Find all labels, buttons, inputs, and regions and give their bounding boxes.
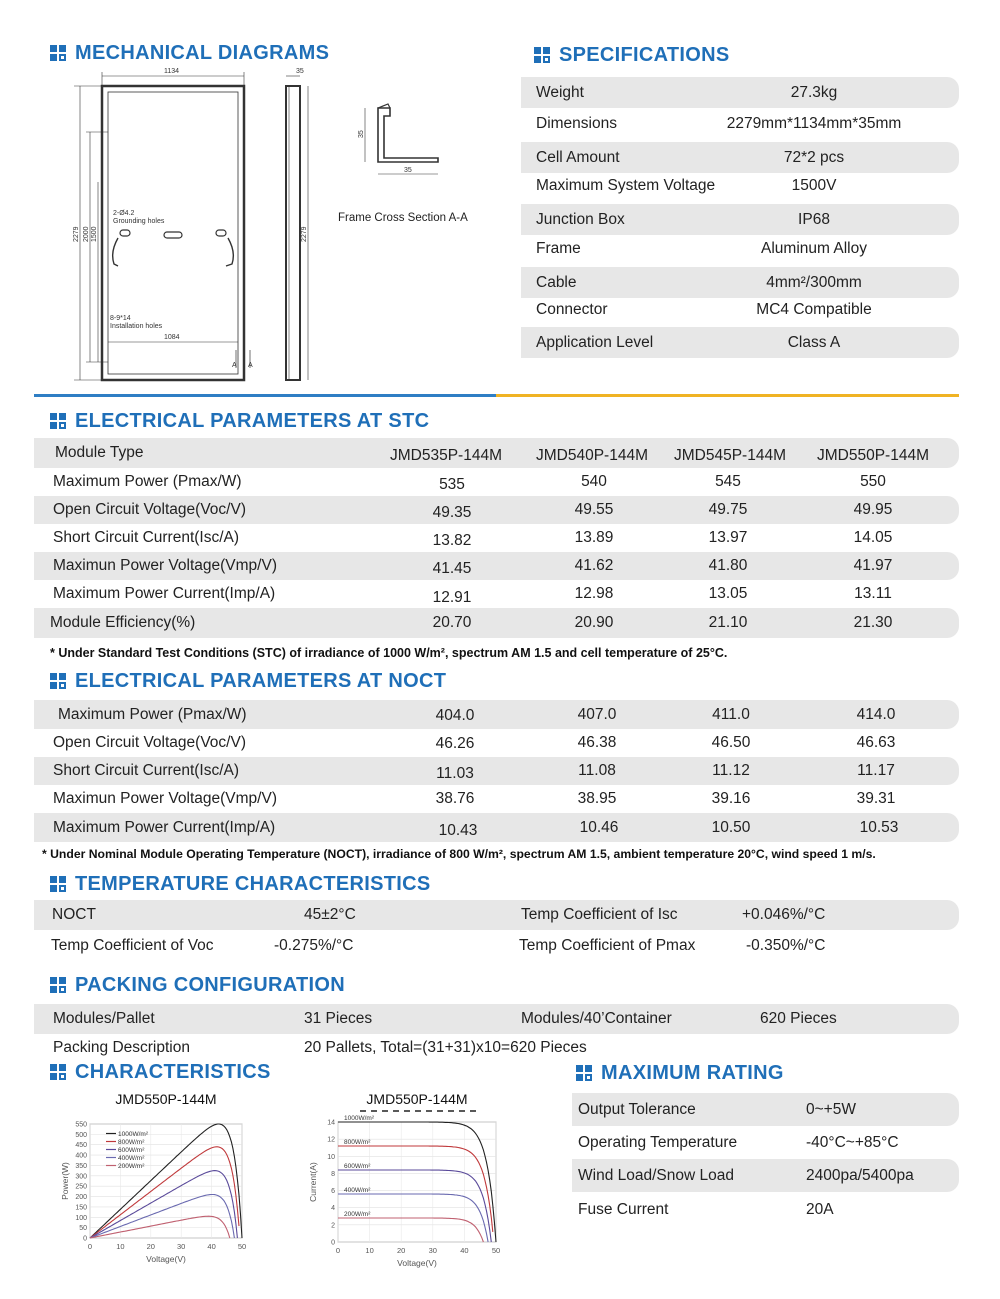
x-tick-label: 50: [491, 1246, 501, 1255]
divider-blue: [34, 394, 496, 397]
dim-width: 1134: [164, 68, 180, 75]
current-voltage-chart: [290, 1086, 510, 1276]
power-voltage-chart: [40, 1086, 260, 1276]
stc-row: Open Circuit Voltage(Voc/V) 49.35 49.55 49.75 49.95: [34, 496, 959, 524]
chart-title: JMD550P-144M: [366, 1091, 468, 1107]
y-tick-label: 450: [75, 1142, 87, 1150]
y-tick-label: 350: [75, 1162, 87, 1170]
y-tick-label: 2: [331, 1222, 335, 1230]
stc-row: Module Efficiency(%) 20.70 20.90 21.10 21.30: [34, 608, 959, 638]
characteristics-title: CHARACTERISTICS: [50, 1061, 271, 1084]
x-tick-label: 20: [397, 1246, 406, 1255]
y-tick-label: 4: [331, 1205, 335, 1213]
spec-row: Connector MC4 Compatible: [536, 301, 872, 318]
dim-1500: 1500: [91, 226, 98, 242]
frame-width: 35: [404, 167, 412, 174]
y-tick-label: 150: [75, 1204, 87, 1212]
stc-row: Maximum Power (Pmax/W) 535 540 545 550: [53, 473, 886, 493]
spec-row: Junction Box IP68: [521, 204, 959, 235]
max-rating-row: Fuse Current 20A: [578, 1201, 834, 1218]
y-tick-label: 0: [83, 1235, 87, 1243]
section-grid-icon: [534, 47, 551, 64]
noct-row: Maximum Power Current(Imp/A) 10.43 10.46 10.50 10.53: [34, 813, 959, 842]
specs-title: SPECIFICATIONS: [534, 44, 730, 67]
spec-row: Dimensions 2279mm*1134mm*35mm: [536, 114, 902, 132]
y-tick-label: 100: [75, 1214, 87, 1222]
stc-table: [34, 438, 959, 638]
spec-row: Frame Aluminum Alloy: [536, 240, 867, 257]
section-grid-icon: [50, 876, 67, 893]
install-spec: 8-9*14: [110, 315, 131, 322]
dim-height: 2279: [73, 226, 80, 242]
series-label: 800W/m²: [344, 1139, 371, 1146]
temperature-table: [34, 900, 959, 962]
spec-row: Cell Amount 72*2 pcs: [521, 142, 959, 173]
x-tick-label: 10: [116, 1242, 125, 1251]
stc-header-row: Module Type JMD535P-144M JMD540P-144M JMD545P-144M JMD550P-144M: [34, 438, 959, 468]
specs-table: [521, 77, 959, 358]
max-rating-title: MAXIMUM RATING: [576, 1062, 784, 1085]
spec-row: Application Level Class A: [521, 327, 959, 358]
x-tick-label: 50: [237, 1242, 247, 1251]
stc-row: Maximun Power Voltage(Vmp/V) 41.45 41.62 41.80 41.97: [34, 552, 959, 580]
x-tick-label: 20: [146, 1242, 155, 1251]
y-tick-label: 200: [75, 1194, 87, 1202]
noct-row: Short Circuit Current(Isc/A) 11.03 11.08 11.12 11.17: [34, 757, 959, 785]
section-grid-icon: [50, 413, 67, 430]
y-tick-label: 6: [331, 1188, 335, 1196]
y-axis-label: Current(A): [308, 1162, 318, 1202]
x-axis-label: Voltage(V): [146, 1254, 186, 1264]
frame-caption: Frame Cross Section A-A: [338, 212, 468, 224]
noct-note: * Under Nominal Module Operating Temperature (NOCT), irradiance of 800 W/m², spectrum AM 1.5, ambient temperature 20°C, wind speed 1 m/s.: [42, 847, 876, 861]
legend-label: 400W/m²: [118, 1155, 145, 1162]
temperature-row: Temp Coefficient of Voc -0.275%/°C Temp Coefficient of Pmax -0.350%/°C: [51, 937, 826, 954]
legend-label: 1000W/m²: [118, 1131, 148, 1138]
y-tick-label: 12: [327, 1136, 335, 1144]
y-tick-label: 14: [327, 1119, 335, 1127]
mechanical-title: MECHANICAL DIAGRAMS: [50, 42, 329, 65]
temperature-title: TEMPERATURE CHARACTERISTICS: [50, 873, 431, 896]
dim-depth: 35: [296, 68, 304, 75]
y-tick-label: 50: [79, 1225, 87, 1233]
temperature-row: NOCT 45±2°C Temp Coefficient of Isc +0.046%/°C: [34, 900, 959, 930]
dim-2000: 2000: [83, 226, 90, 242]
x-tick-label: 40: [207, 1242, 216, 1251]
packing-title: PACKING CONFIGURATION: [50, 974, 345, 997]
install-label: Installation holes: [110, 323, 163, 330]
x-tick-label: 0: [335, 1246, 341, 1255]
x-tick-label: 30: [177, 1242, 186, 1251]
stc-row: Maximum Power Current(Imp/A) 12.91 12.98 13.05 13.11: [53, 585, 892, 607]
section-mark-a1: A: [232, 362, 237, 369]
divider-yellow: [496, 394, 959, 397]
y-tick-label: 250: [75, 1183, 87, 1191]
dim-inner-width: 1084: [164, 334, 180, 341]
noct-row: Open Circuit Voltage(Voc/V) 46.26 46.38 46.50 46.63: [53, 734, 896, 753]
series-label: 400W/m²: [344, 1187, 371, 1194]
section-mark-a2: A: [248, 362, 253, 369]
section-grid-icon: [50, 45, 67, 62]
section-grid-icon: [50, 977, 67, 994]
max-rating-row: Output Tolerance 0~+5W: [572, 1093, 959, 1126]
y-tick-label: 400: [75, 1152, 87, 1160]
packing-row: Modules/Pallet 31 Pieces Modules/40’Container 620 Pieces: [34, 1004, 959, 1034]
x-tick-label: 40: [460, 1246, 469, 1255]
section-grid-icon: [50, 1064, 67, 1081]
spec-row: Maximum System Voltage 1500V: [536, 177, 837, 194]
section-grid-icon: [576, 1065, 593, 1082]
noct-title: ELECTRICAL PARAMETERS AT NOCT: [50, 670, 446, 693]
y-tick-label: 550: [75, 1121, 87, 1129]
legend-label: 200W/m²: [118, 1163, 145, 1170]
max-rating-row: Wind Load/Snow Load 2400pa/5400pa: [572, 1159, 959, 1192]
y-tick-label: 10: [327, 1153, 335, 1161]
y-axis-label: Power(W): [60, 1162, 70, 1200]
max-rating-table: [572, 1093, 959, 1228]
noct-table: [34, 700, 959, 842]
series-label: 1000W/m²: [344, 1115, 374, 1122]
spec-row: Cable 4mm²/300mm: [521, 267, 959, 298]
y-tick-label: 0: [331, 1239, 335, 1247]
grounding-spec: 2-Ø4.2: [113, 210, 135, 217]
dim-side-height: 2279: [301, 226, 308, 242]
packing-row: Packing Description 20 Pallets, Total=(31+31)x10=620 Pieces: [53, 1038, 587, 1056]
y-tick-label: 500: [75, 1131, 87, 1139]
legend-label: 800W/m²: [118, 1139, 145, 1146]
x-tick-label: 10: [365, 1246, 374, 1255]
max-rating-row: Operating Temperature -40°C~+85°C: [578, 1133, 899, 1151]
section-grid-icon: [50, 673, 67, 690]
stc-note: * Under Standard Test Conditions (STC) of irradiance of 1000 W/m², spectrum AM 1.5 and cell temperature of 25°C.: [50, 646, 728, 660]
x-axis-label: Voltage(V): [397, 1258, 437, 1268]
noct-row: Maximum Power (Pmax/W) 404.0 407.0 411.0 414.0: [34, 700, 959, 729]
y-tick-label: 8: [331, 1170, 335, 1178]
x-tick-label: 30: [428, 1246, 437, 1255]
frame-height: 35: [358, 130, 365, 138]
stc-row: Short Circuit Current(Isc/A) 13.82 13.89 13.97 14.05: [53, 529, 893, 549]
legend-label: 600W/m²: [118, 1147, 145, 1154]
series-label: 200W/m²: [344, 1211, 371, 1218]
stc-title: ELECTRICAL PARAMETERS AT STC: [50, 410, 429, 433]
grounding-label: Grounding holes: [113, 218, 165, 225]
mechanical-drawing: [60, 62, 500, 392]
y-tick-label: 300: [75, 1173, 87, 1181]
noct-row: Maximun Power Voltage(Vmp/V) 38.76 38.95 39.16 39.31: [53, 790, 896, 807]
packing-table: [34, 1004, 959, 1061]
series-label: 600W/m²: [344, 1163, 371, 1170]
x-tick-label: 0: [87, 1242, 93, 1251]
spec-row: Weight 27.3kg: [521, 77, 959, 108]
chart-title: JMD550P-144M: [115, 1091, 217, 1107]
